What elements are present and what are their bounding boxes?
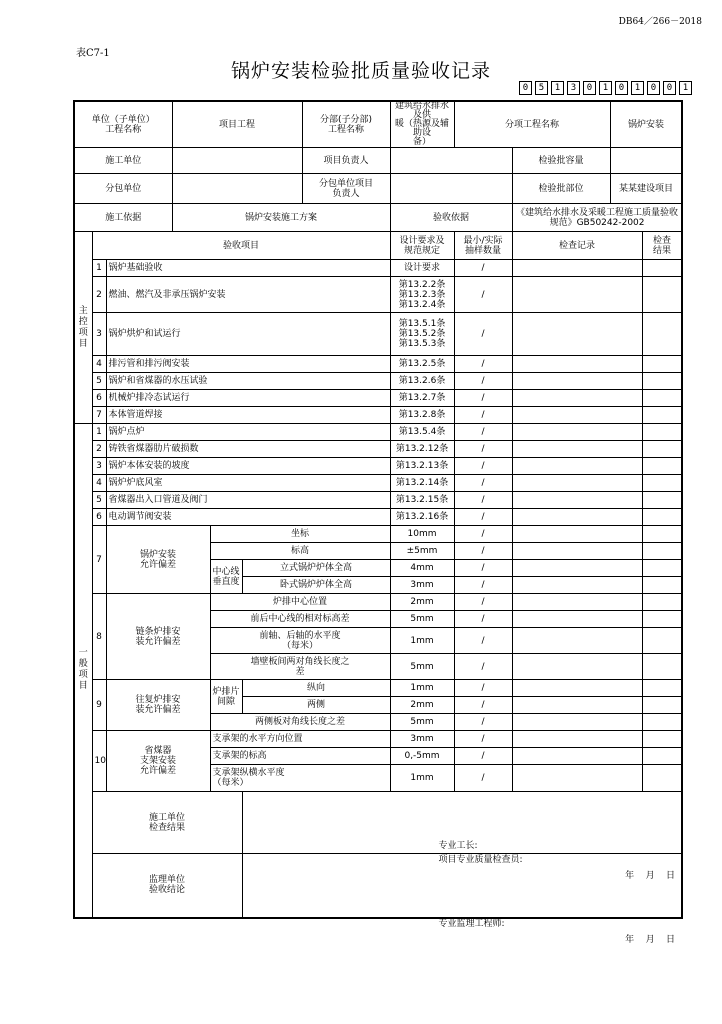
item-result[interactable] — [642, 560, 682, 577]
item-result[interactable] — [642, 424, 682, 441]
item-result[interactable] — [642, 373, 682, 390]
foreman-label: 专业工长: — [438, 840, 478, 851]
item-spec: 第13.2.13条 — [390, 458, 454, 475]
col-header-design: 设计要求及 规范规定 — [390, 232, 454, 260]
table-row — [74, 277, 682, 313]
sub-group-name: 中心线 垂直度 — [210, 560, 242, 594]
subcontractor-label: 分包单位 — [74, 174, 172, 204]
acceptance-basis-value[interactable]: 《建筑给水排水及采暖工程施工质量验收 规范》GB50242-2002 — [512, 204, 682, 232]
inspector-label: 项目专业质量检查员: — [438, 854, 523, 865]
item-sample[interactable]: / — [454, 526, 512, 543]
item-result[interactable] — [642, 492, 682, 509]
item-sample[interactable]: / — [454, 509, 512, 526]
item-result[interactable] — [642, 543, 682, 560]
item-sample[interactable]: / — [454, 577, 512, 594]
item-result[interactable] — [642, 441, 682, 458]
item-name: 电动调节阀安装 — [106, 509, 390, 526]
code-digit: 0 — [647, 81, 660, 95]
code-boxes — [516, 81, 692, 95]
item-number: 5 — [92, 373, 106, 390]
item-number: 2 — [92, 277, 106, 313]
item-record[interactable] — [512, 390, 642, 407]
item-name: 燃油、燃汽及非承压锅炉安装 — [106, 277, 390, 313]
item-record[interactable] — [512, 407, 642, 424]
project-manager-value[interactable] — [390, 148, 512, 174]
item-sample[interactable]: / — [454, 356, 512, 373]
item-result[interactable] — [642, 526, 682, 543]
item-sample[interactable]: / — [454, 560, 512, 577]
table-row — [74, 373, 682, 390]
item-spec: 第13.2.15条 — [390, 492, 454, 509]
item-spec: 第13.2.8条 — [390, 407, 454, 424]
item-record[interactable] — [512, 697, 642, 714]
group-name: 省煤器 支架安装 允许偏差 — [106, 731, 210, 792]
subcontractor-pm-label: 分包单位项目 负责人 — [302, 174, 390, 204]
inspection-table — [73, 100, 683, 946]
item-result[interactable] — [642, 628, 682, 654]
col-header-result: 检查 结果 — [642, 232, 682, 260]
sub-item-name: 立式锅炉炉体全高 — [242, 560, 390, 577]
item-sample[interactable]: / — [454, 373, 512, 390]
item-sample[interactable]: / — [454, 680, 512, 697]
group-name: 链条炉排安 装允许偏差 — [106, 594, 210, 680]
item-number: 4 — [92, 356, 106, 373]
form-number: 表C7-1 — [76, 48, 110, 59]
code-digit: 0 — [615, 81, 628, 95]
item-spec: 第13.2.14条 — [390, 475, 454, 492]
item-spec: 1mm — [390, 765, 454, 792]
code-digit: 1 — [679, 81, 692, 95]
project-manager-label: 项目负责人 — [302, 148, 390, 174]
item-result[interactable] — [642, 458, 682, 475]
group-name: 锅炉安装 允许偏差 — [106, 526, 210, 594]
item-sample[interactable]: / — [454, 748, 512, 765]
item-number: 6 — [92, 390, 106, 407]
table-row — [74, 407, 682, 424]
subcontractor-value[interactable] — [172, 174, 302, 204]
item-record[interactable] — [512, 611, 642, 628]
engineer-label: 专业监理工程师: — [438, 919, 505, 930]
item-sample[interactable]: / — [454, 492, 512, 509]
sub-item-name: 前后中心线的相对标高差 — [210, 611, 390, 628]
item-sample[interactable]: / — [454, 277, 512, 313]
item-result[interactable] — [642, 577, 682, 594]
item-name: 锅炉基础验收 — [106, 260, 390, 277]
code-digit: 1 — [551, 81, 564, 95]
item-record[interactable] — [512, 458, 642, 475]
item-result[interactable] — [642, 277, 682, 313]
unit-name-value[interactable]: 项目工程 — [172, 101, 302, 148]
item-sample[interactable]: / — [454, 731, 512, 748]
code-digit: 0 — [583, 81, 596, 95]
item-result[interactable] — [642, 765, 682, 792]
item-name: 锅炉和省煤器的水压试验 — [106, 373, 390, 390]
item-record[interactable] — [512, 765, 642, 792]
batch-part-label: 检验批部位 — [512, 174, 610, 204]
item-number: 10 — [92, 731, 106, 792]
item-spec: 5mm — [390, 714, 454, 731]
item-spec: 第13.2.6条 — [390, 373, 454, 390]
sub-item-name: 纵向 — [242, 680, 390, 697]
code-digit: 3 — [567, 81, 580, 95]
item-name: 省煤器出入口管道及阀门 — [106, 492, 390, 509]
construction-result-area[interactable] — [242, 792, 682, 881]
construction-basis-label: 施工依据 — [74, 204, 172, 232]
item-name: 排污管和排污阀安装 — [106, 356, 390, 373]
item-number: 2 — [92, 441, 106, 458]
item-sample[interactable]: / — [454, 697, 512, 714]
group-name: 往复炉排安 装允许偏差 — [106, 680, 210, 731]
item-spec: 第13.2.2条 第13.2.3条 第13.2.4条 — [390, 277, 454, 313]
sub-group-name: 炉排片 间隙 — [210, 680, 242, 714]
sub-item-name: 前轴、后轴的水平度 （每米） — [210, 628, 390, 654]
item-result[interactable] — [642, 407, 682, 424]
code-digit: 0 — [663, 81, 676, 95]
item-sample[interactable]: / — [454, 628, 512, 654]
item-number: 3 — [92, 313, 106, 356]
item-result[interactable] — [642, 748, 682, 765]
table-row — [74, 594, 682, 611]
batch-part-value[interactable]: 某某建设项目 — [610, 174, 682, 204]
item-sample[interactable]: / — [454, 543, 512, 560]
item-name: 锅炉炉底风室 — [106, 475, 390, 492]
item-number: 4 — [92, 475, 106, 492]
item-record[interactable] — [512, 654, 642, 680]
document-title: 锅炉安装检验批质量验收记录 — [230, 60, 491, 82]
item-record[interactable] — [512, 748, 642, 765]
item-number: 7 — [92, 526, 106, 594]
sub-item-name: 支承架的标高 — [210, 748, 390, 765]
sub-item-name: 两侧板对角线长度之差 — [210, 714, 390, 731]
table-row — [74, 731, 682, 748]
sub-item-name: 墙壁板间两对角线长度之 差 — [210, 654, 390, 680]
item-number: 5 — [92, 492, 106, 509]
item-spec: 第13.2.12条 — [390, 441, 454, 458]
item-number: 1 — [92, 260, 106, 277]
item-record[interactable] — [512, 424, 642, 441]
item-spec: 2mm — [390, 594, 454, 611]
item-result[interactable] — [642, 680, 682, 697]
item-record[interactable] — [512, 560, 642, 577]
date-label: 年 月 日 — [625, 870, 676, 881]
item-sample[interactable]: / — [454, 714, 512, 731]
item-result[interactable] — [642, 714, 682, 731]
item-name: 机械炉排冷态试运行 — [106, 390, 390, 407]
item-sample[interactable]: / — [454, 424, 512, 441]
item-record[interactable] — [512, 313, 642, 356]
item-spec: 设计要求 — [390, 260, 454, 277]
construction-basis-value[interactable]: 锅炉安装施工方案 — [172, 204, 390, 232]
item-spec: 5mm — [390, 611, 454, 628]
col-header-record: 检查记录 — [512, 232, 642, 260]
sub-item-value[interactable]: 锅炉安装 — [610, 101, 682, 148]
item-record[interactable] — [512, 373, 642, 390]
item-spec: 1mm — [390, 628, 454, 654]
item-result[interactable] — [642, 475, 682, 492]
item-record[interactable] — [512, 594, 642, 611]
table-row — [74, 458, 682, 475]
item-result[interactable] — [642, 390, 682, 407]
item-spec: 第13.2.7条 — [390, 390, 454, 407]
item-sample[interactable]: / — [454, 458, 512, 475]
item-record[interactable] — [512, 441, 642, 458]
item-record[interactable] — [512, 356, 642, 373]
sub-item-name: 卧式锅炉炉体全高 — [242, 577, 390, 594]
item-spec: 4mm — [390, 560, 454, 577]
item-sample[interactable]: / — [454, 390, 512, 407]
main-control-label: 主 控 项 目 — [74, 232, 92, 424]
sub-item-name: 支承架纵横水平度 （每米） — [210, 765, 390, 792]
item-number: 6 — [92, 509, 106, 526]
item-number: 7 — [92, 407, 106, 424]
table-row — [74, 509, 682, 526]
item-spec: 10mm — [390, 526, 454, 543]
sub-item-name: 支承架的水平方向位置 — [210, 731, 390, 748]
item-spec: 0,-5mm — [390, 748, 454, 765]
item-record[interactable] — [512, 543, 642, 560]
date-label: 年 月 日 — [625, 935, 676, 946]
item-spec: 5mm — [390, 654, 454, 680]
item-result[interactable] — [642, 594, 682, 611]
sub-item-name: 两侧 — [242, 697, 390, 714]
sub-item-name: 坐标 — [210, 526, 390, 543]
item-spec: 2mm — [390, 697, 454, 714]
acceptance-basis-label: 验收依据 — [390, 204, 512, 232]
item-record[interactable] — [512, 260, 642, 277]
item-sample[interactable]: / — [454, 765, 512, 792]
item-spec: 1mm — [390, 680, 454, 697]
table-row — [74, 390, 682, 407]
item-sample[interactable]: / — [454, 654, 512, 680]
item-result[interactable] — [642, 260, 682, 277]
batch-capacity-value[interactable] — [610, 148, 682, 174]
table-row — [74, 260, 682, 277]
item-name: 铸铁省煤器肋片破损数 — [106, 441, 390, 458]
item-record[interactable] — [512, 714, 642, 731]
supervision-conclusion-label: 监理单位 验收结论 — [92, 854, 242, 918]
item-result[interactable] — [642, 611, 682, 628]
batch-capacity-label: 检验批容量 — [512, 148, 610, 174]
item-result[interactable] — [642, 697, 682, 714]
item-sample[interactable]: / — [454, 407, 512, 424]
sub-division-value[interactable]: 建筑给水排水及供 暖（热源及辅助设 备） — [390, 101, 454, 148]
item-spec: 3mm — [390, 731, 454, 748]
code-digit: 5 — [535, 81, 548, 95]
item-record[interactable] — [512, 277, 642, 313]
subcontractor-pm-value[interactable] — [390, 174, 512, 204]
sub-item-name: 炉排中心位置 — [210, 594, 390, 611]
item-spec: 第13.2.16条 — [390, 509, 454, 526]
item-name: 锅炉本体安装的坡度 — [106, 458, 390, 475]
item-record[interactable] — [512, 492, 642, 509]
item-number: 8 — [92, 594, 106, 680]
item-record[interactable] — [512, 475, 642, 492]
item-result[interactable] — [642, 731, 682, 748]
item-name: 本体管道焊接 — [106, 407, 390, 424]
table-row — [74, 475, 682, 492]
table-row — [74, 356, 682, 373]
unit-name-label: 单位（子单位） 工程名称 — [74, 101, 172, 148]
table-row — [74, 680, 682, 697]
sub-division-label: 分部(子分部) 工程名称 — [302, 101, 390, 148]
item-sample[interactable]: / — [454, 313, 512, 356]
contractor-label: 施工单位 — [74, 148, 172, 174]
sub-item-label: 分项工程名称 — [454, 101, 610, 148]
col-header-sample: 最小/实际 抽样数量 — [454, 232, 512, 260]
item-number: 9 — [92, 680, 106, 731]
item-spec: 第13.5.1条 第13.5.2条 第13.5.3条 — [390, 313, 454, 356]
item-record[interactable] — [512, 509, 642, 526]
item-spec: 第13.2.5条 — [390, 356, 454, 373]
item-spec: ±5mm — [390, 543, 454, 560]
table-row — [74, 313, 682, 356]
table-row — [74, 492, 682, 509]
table-row — [74, 424, 682, 441]
item-sample[interactable]: / — [454, 475, 512, 492]
item-result[interactable] — [642, 509, 682, 526]
item-name: 锅炉点炉 — [106, 424, 390, 441]
code-digit: 1 — [599, 81, 612, 95]
item-spec: 3mm — [390, 577, 454, 594]
item-sample[interactable]: / — [454, 441, 512, 458]
item-record[interactable] — [512, 731, 642, 748]
item-sample[interactable]: / — [454, 260, 512, 277]
item-number: 3 — [92, 458, 106, 475]
item-record[interactable] — [512, 526, 642, 543]
table-row — [74, 526, 682, 543]
item-record[interactable] — [512, 628, 642, 654]
sub-item-name: 标高 — [210, 543, 390, 560]
construction-result-label: 施工单位 检查结果 — [92, 792, 242, 854]
item-sample[interactable]: / — [454, 594, 512, 611]
item-spec: 第13.5.4条 — [390, 424, 454, 441]
item-number: 1 — [92, 424, 106, 441]
col-header-item: 验收项目 — [92, 232, 390, 260]
item-result[interactable] — [642, 313, 682, 356]
item-result[interactable] — [642, 654, 682, 680]
code-digit: 1 — [631, 81, 644, 95]
item-sample[interactable]: / — [454, 611, 512, 628]
item-record[interactable] — [512, 680, 642, 697]
code-digit: 0 — [519, 81, 532, 95]
item-record[interactable] — [512, 577, 642, 594]
item-result[interactable] — [642, 356, 682, 373]
table-row — [74, 441, 682, 458]
item-name: 锅炉烘炉和试运行 — [106, 313, 390, 356]
general-item-label: 一 般 项 目 — [74, 424, 92, 918]
contractor-value[interactable] — [172, 148, 302, 174]
standard-number: DB64／266－2018 — [618, 17, 702, 27]
